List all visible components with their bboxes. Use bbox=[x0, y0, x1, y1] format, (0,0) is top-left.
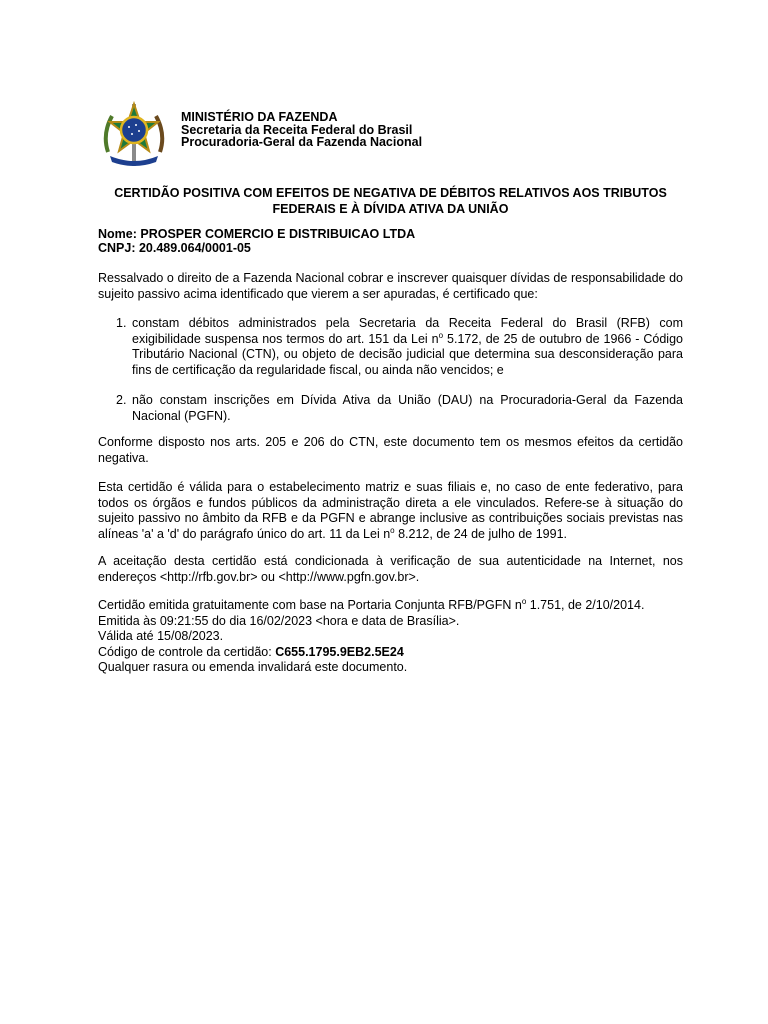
list-item-text-cont: 5.172, de 25 de outubro de 1966 - Código Tributário Nacional (CTN), ou objeto de decisão judicial que determina sua desconsideração para fins de certificação da regularidade fiscal, ou ainda não vencidos; e bbox=[132, 331, 683, 377]
taxpayer-identification bbox=[98, 227, 415, 255]
ordinal-mark: o bbox=[390, 525, 395, 535]
list-item-text: constam débitos administrados pela Secretaria da Receita Federal do Brasil (RFB) com exigibilidade suspensa nos termos do art. 151 da Lei n bbox=[132, 316, 683, 346]
ordinal-mark: o bbox=[438, 330, 444, 340]
secretariat-name: Secretaria da Receita Federal do Brasil bbox=[181, 122, 413, 137]
list-item-text: não constam inscrições em Dívida Ativa da União (DAU) na Procuradoria-Geral da Fazenda Nacional (PGFN). bbox=[132, 393, 683, 423]
issued-line: Certidão emitida gratuitamente com base na Portaria Conjunta RFB/PGFN $n^o$ 1.751, de 2/10/2014. bbox=[98, 597, 645, 612]
list-item bbox=[116, 393, 683, 424]
control-code-value: C655.1795.9EB2.5E24 bbox=[275, 644, 404, 659]
warning-line: Qualquer rasura ou emenda invalidará este documento. bbox=[98, 660, 408, 674]
control-code-label: Código de controle da certidão: bbox=[98, 644, 276, 659]
list-item bbox=[116, 316, 683, 378]
list-item-number: 1. bbox=[116, 316, 127, 330]
title-line-1: CERTIDÃO POSITIVA COM EFEITOS DE NEGATIVA DE DÉBITOS RELATIVOS AOS TRIBUTOS bbox=[114, 186, 667, 200]
validity-text-cont: 8.212, de 24 de julho de 1991. bbox=[394, 526, 567, 541]
emitted-line: Emitida às 09:21:55 do dia 16/02/2023 <hora e data de Brasília>. bbox=[98, 613, 460, 628]
validity-text: Esta certidão é válida para o estabelecimento matriz e suas filiais e, no caso de ente federativo, para todos os órgãos e fundos públicos da administração direta a ele vinculados. Refere-se à situação do sujeito passivo no âmbito da RFB e da PGFN e abrange inclusive as contribuições sociais previstas nas alíneas 'a' a 'd' do parágrafo único do art. 11 da Lei n bbox=[98, 480, 683, 541]
authenticity-paragraph bbox=[98, 554, 683, 585]
list-item-number: 2. bbox=[116, 393, 127, 407]
title-line-2: FEDERAIS E À DÍVIDA ATIVA DA UNIÃO bbox=[272, 202, 509, 216]
issuance-details bbox=[98, 598, 644, 676]
issuing-organization bbox=[181, 111, 422, 149]
validity-paragraph bbox=[98, 480, 683, 542]
valid-until-line: Válida até 15/08/2023. bbox=[98, 629, 224, 643]
procuradoria-name: Procuradoria-Geral da Fazenda Nacional bbox=[181, 135, 423, 149]
control-code-line bbox=[98, 645, 644, 661]
certificate-title bbox=[98, 185, 683, 217]
intro-paragraph bbox=[98, 271, 683, 302]
taxpayer-name: Nome: PROSPER COMERCIO E DISTRIBUICAO LTDA bbox=[98, 227, 416, 241]
intro-text: Ressalvado o direito de a Fazenda Nacional cobrar e inscrever quaisquer dívidas de responsabilidade do sujeito passivo acima identificado que vierem a ser apuradas, é certificado que: bbox=[98, 271, 683, 301]
brazil-coat-of-arms-icon bbox=[98, 100, 170, 170]
taxpayer-cnpj: CNPJ: 20.489.064/0001-05 bbox=[98, 241, 251, 255]
certification-list bbox=[116, 316, 683, 424]
document-header bbox=[98, 100, 683, 170]
ordinal-mark: o bbox=[521, 597, 527, 606]
ministry-name: MINISTÉRIO DA FAZENDA bbox=[181, 110, 338, 124]
ctn-paragraph bbox=[98, 435, 683, 466]
ctn-text: Conforme disposto nos arts. 205 e 206 do CTN, este documento tem os mesmos efeitos da certidão negativa. bbox=[98, 435, 683, 465]
authenticity-text: A aceitação desta certidão está condicionada à verificação de sua autenticidade na Internet, nos endereços <http://rfb.gov.br> ou <http://www.pgfn.gov.br>. bbox=[98, 554, 683, 584]
